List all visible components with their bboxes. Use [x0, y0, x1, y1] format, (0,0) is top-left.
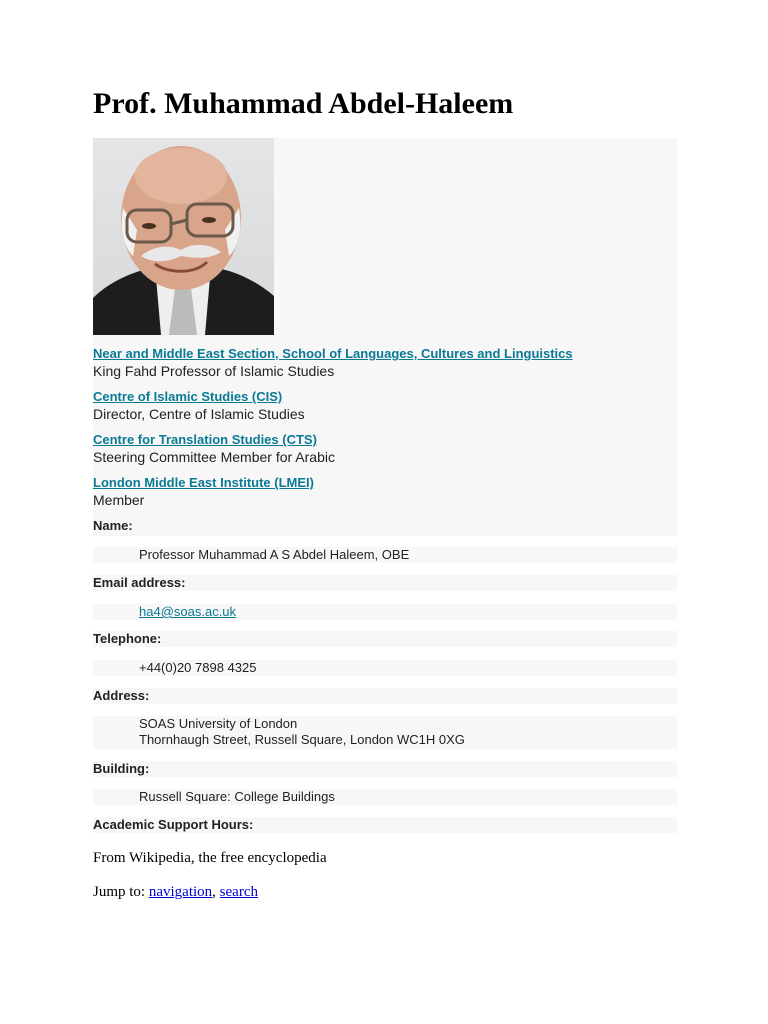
affiliation-link-cts[interactable]: Centre for Translation Studies (CTS) — [93, 432, 317, 447]
affiliation-item — [93, 346, 573, 380]
name-label: Name: — [93, 518, 677, 534]
affiliation-link-cis[interactable]: Centre of Islamic Studies (CIS) — [93, 389, 283, 404]
affiliation-role: Steering Committee Member for Arabic — [93, 449, 335, 465]
email-value-row — [93, 604, 677, 620]
affiliation-role: King Fahd Professor of Islamic Studies — [93, 363, 335, 379]
email-link[interactable]: ha4@soas.ac.uk — [139, 604, 237, 619]
address-label: Address: — [93, 688, 677, 704]
telephone-value: +44(0)20 7898 4325 — [139, 660, 257, 675]
portrait-image — [93, 138, 274, 335]
building-value: Russell Square: College Buildings — [139, 789, 335, 804]
jump-to-label: Jump to: — [93, 884, 146, 900]
jump-to-line — [93, 883, 258, 901]
building-value-row — [93, 789, 677, 805]
building-label: Building: — [93, 761, 677, 777]
address-line-2: Thornhaugh Street, Russell Square, London WC1H 0XG — [139, 732, 465, 747]
profile-photo — [93, 138, 274, 335]
telephone-value-row — [93, 660, 677, 676]
address-line-1: SOAS University of London — [139, 716, 298, 731]
wiki-source-text: From Wikipedia, the free encyclopedia — [93, 850, 327, 866]
name-value-row — [93, 547, 677, 563]
page-title: Prof. Muhammad Abdel-Haleem — [93, 87, 514, 120]
affiliation-item — [93, 475, 314, 509]
jump-separator: , — [212, 884, 216, 900]
affiliation-item — [93, 389, 305, 423]
affiliation-link-lmei[interactable]: London Middle East Institute (LMEI) — [93, 475, 314, 490]
name-value: Professor Muhammad A S Abdel Haleem, OBE — [139, 547, 410, 562]
affiliation-item — [93, 432, 335, 466]
academic-hours-label: Academic Support Hours: — [93, 817, 677, 833]
address-value-row — [93, 716, 677, 749]
telephone-label: Telephone: — [93, 631, 677, 647]
profile-box — [93, 138, 677, 536]
affiliation-role: Director, Centre of Islamic Studies — [93, 406, 305, 422]
email-label: Email address: — [93, 575, 677, 591]
affiliation-link-nme[interactable]: Near and Middle East Section, School of Languages, Cultures and Linguistics — [93, 346, 573, 361]
navigation-link[interactable]: navigation — [148, 884, 213, 900]
affiliation-role: Member — [93, 492, 145, 508]
search-link[interactable]: search — [219, 884, 258, 900]
